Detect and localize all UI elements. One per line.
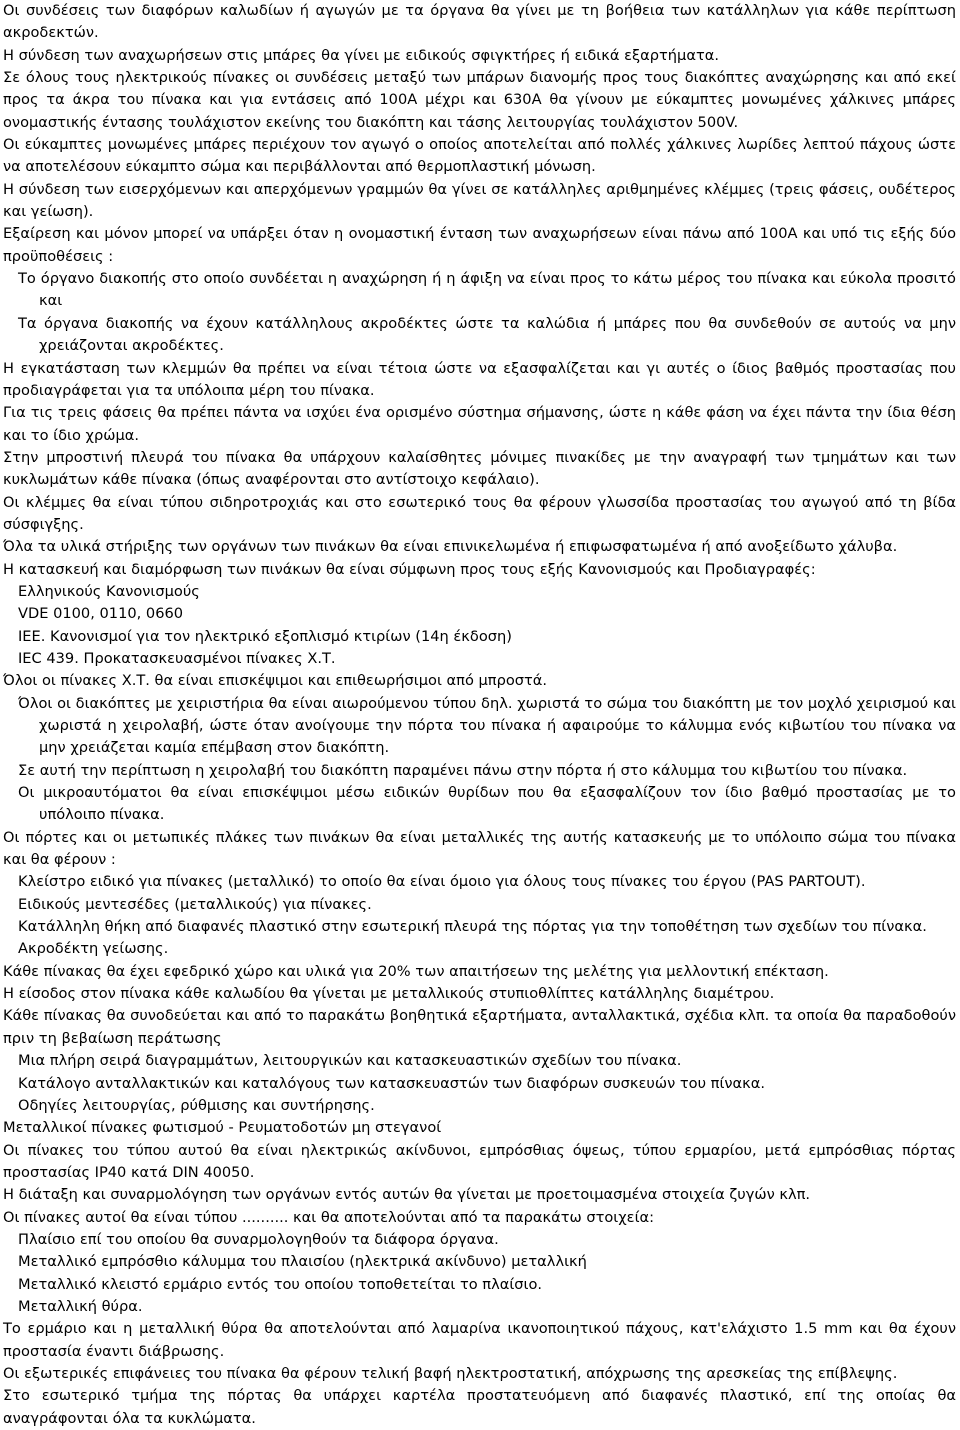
paragraph: Η εγκατάσταση των κλεμμών θα πρέπει να είναι τέτοια ώστε να εξασφαλίζεται και γι αυτές ο ίδιος βαθμός προστασίας που προδιαγράφεται για τα υπόλοιπα μέρη του πίνακα. (3, 359, 956, 399)
list-item: Μια πλήρη σειρά διαγραμμάτων, λειτουργικών και κατασκευαστικών σχεδίων του πίνακα. (18, 1052, 682, 1070)
paragraph: Οι εύκαμπτες μονωμένες μπάρες περιέχουν τον αγωγό ο οποίος αποτελείται από πολλές χάλκινες λωρίδες λεπτού πάχους ώστε να αποτελέσουν εύκαμπτο σώμα και περιβάλλονται από θερμοπλαστική μόνωση. (3, 136, 956, 176)
list-item: Σε αυτή την περίπτωση η χειρολαβή του διακόπτη παραμένει πάνω στην πόρτα ή στο κάλυμμα του κιβωτίου του πίνακα. (18, 761, 908, 779)
paragraph: Μεταλλικοί πίνακες φωτισμού - Ρευματοδοτών μη στεγανοί (3, 1119, 442, 1137)
paragraph: Στην μπροστινή πλευρά του πίνακα θα υπάρχουν καλαίσθητες μόνιμες πινακίδες με την αναγραφή των τμημάτων και των κυκλωμάτων κάθε πίνακα (όπως αναφέρονται στο αντίστοιχο κεφάλαιο). (3, 448, 956, 489)
paragraph: Εξαίρεση και μόνον μπορεί να υπάρξει όταν η ονομαστική ένταση των αναχωρήσεων είναι πάνω από 100Α και υπό τις εξής δύο προϋποθέσεις : (3, 225, 956, 265)
list-item: Τα όργανα διακοπής να έχουν κατάλληλους ακροδέκτες ώστε τα καλώδια ή μπάρες που θα συνδεθούν σε αυτούς να μην χρειάζονται ακροδέκτες. (18, 314, 956, 355)
list-item: Όλοι οι διακόπτες με χειριστήρια θα είναι αιωρούμενου τύπου δηλ. χωριστά το σώμα του διακόπτη με τον μοχλό χειρισμού και χωριστά η χειρολαβή, ώστε όταν ανοίγουμε την πόρτα του πίνακα ή αφαιρούμε το κάλυμμα ενός κιβωτίου του πίνακα να μην χρειάζεται καμία επέμβαση στον διακόπτη. (18, 694, 956, 757)
list-item: Κλείστρο ειδικό για πίνακες (μεταλλικό) το οποίο θα είναι όμοιο για όλους τους πίνακες του έργου (PAS PARTOUT). (18, 873, 866, 891)
paragraph: Η διάταξη και συναρμολόγηση των οργάνων εντός αυτών θα γίνεται με προετοιμασμένα στοιχεία ζυγών κλπ. (3, 1186, 811, 1204)
list-item: Ακροδέκτη γείωσης. (18, 940, 169, 958)
list-item: IEC 439. Προκατασκευασμένοι πίνακες Χ.Τ. (18, 649, 336, 667)
paragraph: Η σύνδεση των εισερχόμενων και απερχόμενων γραμμών θα γίνει σε κατάλληλες αριθμημένες κλέμμες (τρεις φάσεις, ουδέτερος και γείωση). (3, 180, 956, 221)
paragraph: Για τις τρεις φάσεις θα πρέπει πάντα να ισχύει ένα ορισμένο σύστημα σήμανσης, ώστε η κάθε φάση να έχει πάντα την ίδια θέση και το ίδιο χρώμα. (3, 404, 956, 444)
paragraph: Όλοι οι πίνακες Χ.Τ. θα είναι επισκέψιμοι και επιθεωρήσιμοι από μπροστά. (3, 672, 548, 690)
paragraph: Οι κλέμμες θα είναι τύπου σιδηροτροχιάς και στο εσωτερικό τους θα φέρουν γλωσσίδα προστασίας του αγωγού από τη βίδα σύσφιγξης. (3, 493, 956, 533)
list-item: Μεταλλικό εμπρόσθιο κάλυμμα του πλαισίου (ηλεκτρικά ακίνδυνο) μεταλλική (18, 1253, 587, 1271)
paragraph: Στο εσωτερικό τμήμα της πόρτας θα υπάρχει καρτέλα προστατευόμενη από διαφανές πλαστικό, επί της οποίας θα αναγράφονται όλα τα κυκλώματα. (3, 1387, 956, 1427)
paragraph: Οι εξωτερικές επιφάνειες του πίνακα θα φέρουν τελική βαφή ηλεκτροστατική, απόχρωσης της αρεσκείας της επίβλεψης. (3, 1364, 898, 1382)
paragraph: Η κατασκευή και διαμόρφωση των πινάκων θα είναι σύμφωνη προς τους εξής Κανονισμούς και Προδιαγραφές: (3, 560, 816, 578)
list-item: Κατάλογο ανταλλακτικών και καταλόγους των κατασκευαστών των διαφόρων συσκευών του πίνακα. (18, 1074, 766, 1092)
list-item: Πλαίσιο επί του οποίου θα συναρμολογηθούν τα διάφορα όργανα. (18, 1230, 499, 1248)
paragraph: Σε όλους τους ηλεκτρικούς πίνακες οι συνδέσεις μεταξύ των μπάρων διανομής προς τους διακόπτες αναχώρησης και από εκεί προς τα άκρα του πίνακα και για εντάσεις από 100Α μέχρι και 630Α θα γίνουν με εύκαμπτες μονωμένες χάλκινες μπάρες ονομαστικής έντασης τουλάχιστον εκείνης του διακόπτη και τάσης λειτουργίας τουλάχιστον 500V. (3, 69, 956, 131)
list-item: Ειδικούς μεντεσέδες (μεταλλικούς) για πίνακες. (18, 895, 372, 913)
paragraph: Οι συνδέσεις των διαφόρων καλωδίων ή αγωγών με τα όργανα θα γίνει με τη βοήθεια των κατάλληλων για κάθε περίπτωση ακροδεκτών. (3, 2, 956, 42)
list-item: Μεταλλική θύρα. (18, 1297, 143, 1315)
list-item: Οδηγίες λειτουργίας, ρύθμισης και συντήρησης. (18, 1096, 375, 1114)
paragraph: Η είσοδος στον πίνακα κάθε καλωδίου θα γίνεται με μεταλλικούς στυπιοθλίπτες κατάλληλης διαμέτρου. (3, 985, 775, 1003)
paragraph: Το ερμάριο και η μεταλλική θύρα θα αποτελούνται από λαμαρίνα ικανοποιητικού πάχους, κατ'ελάχιστο 1.5 mm και θα έχουν προστασία έναντι διάβρωσης. (3, 1320, 956, 1360)
paragraph: Η σύνδεση των αναχωρήσεων στις μπάρες θα γίνει με ειδικούς σφιγκτήρες ή ειδικά εξαρτήματα. (3, 46, 719, 64)
list-item: VDE 0100, 0110, 0660 (18, 605, 184, 623)
paragraph: Οι πίνακες του τύπου αυτού θα είναι ηλεκτρικώς ακίνδυνοι, εμπρόσθιας όψεως, τύπου ερμαρίου, μετά εμπρόσθιας πόρτας προστασίας IP40 κατά DIN 40050. (3, 1141, 956, 1181)
paragraph: Οι πόρτες και οι μετωπικές πλάκες των πινάκων θα είναι μεταλλικές της αυτής κατασκευής με το υπόλοιπο σώμα του πίνακα και θα φέρουν : (3, 828, 956, 869)
paragraph: Κάθε πίνακας θα συνοδεύεται και από το παρακάτω βοηθητικά εξαρτήματα, ανταλλακτικά, σχέδια κλπ. τα οποία θα παραδοθούν πριν τη βεβαίωση περάτωσης (3, 1007, 956, 1047)
list-item: Το όργανο διακοπής στο οποίο συνδέεται η αναχώρηση ή η άφιξη να είναι προς το κάτω μέρος του πίνακα και εύκολα προσιτό και (18, 270, 956, 310)
paragraph: Οι πίνακες αυτοί θα είναι τύπου .......... και θα αποτελούνται από τα παρακάτω στοιχεία: (3, 1208, 655, 1226)
list-item: ΙΕΕ. Κανονισμοί για τον ηλεκτρικό εξοπλισμό κτιρίων (14η έκδοση) (18, 627, 512, 645)
paragraph: Όλα τα υλικά στήριξης των οργάνων των πινάκων θα είναι επινικελωμένα ή επιφωσφατωμένα ή από ανοξείδωτο χάλυβα. (3, 538, 898, 556)
list-item: Ελληνικούς Κανονισμούς (18, 582, 200, 600)
list-item: Κατάλληλη θήκη από διαφανές πλαστικό στην εσωτερική πλευρά της πόρτας για την τοποθέτηση των σχεδίων του πίνακα. (18, 918, 927, 936)
paragraph: Κάθε πίνακας θα έχει εφεδρικό χώρο και υλικά για 20% των απαιτήσεων της μελέτης για μελλοντική επέκταση. (3, 962, 829, 980)
list-item: Μεταλλικό κλειστό ερμάριο εντός του οποίου τοποθετείται το πλαίσιο. (18, 1275, 543, 1293)
list-item: Οι μικροαυτόματοι θα είναι επισκέψιμοι μέσω ειδικών θυρίδων που θα εξασφαλίζουν τον ίδιο βαθμό προστασίας με το υπόλοιπο πίνακα. (18, 784, 956, 824)
